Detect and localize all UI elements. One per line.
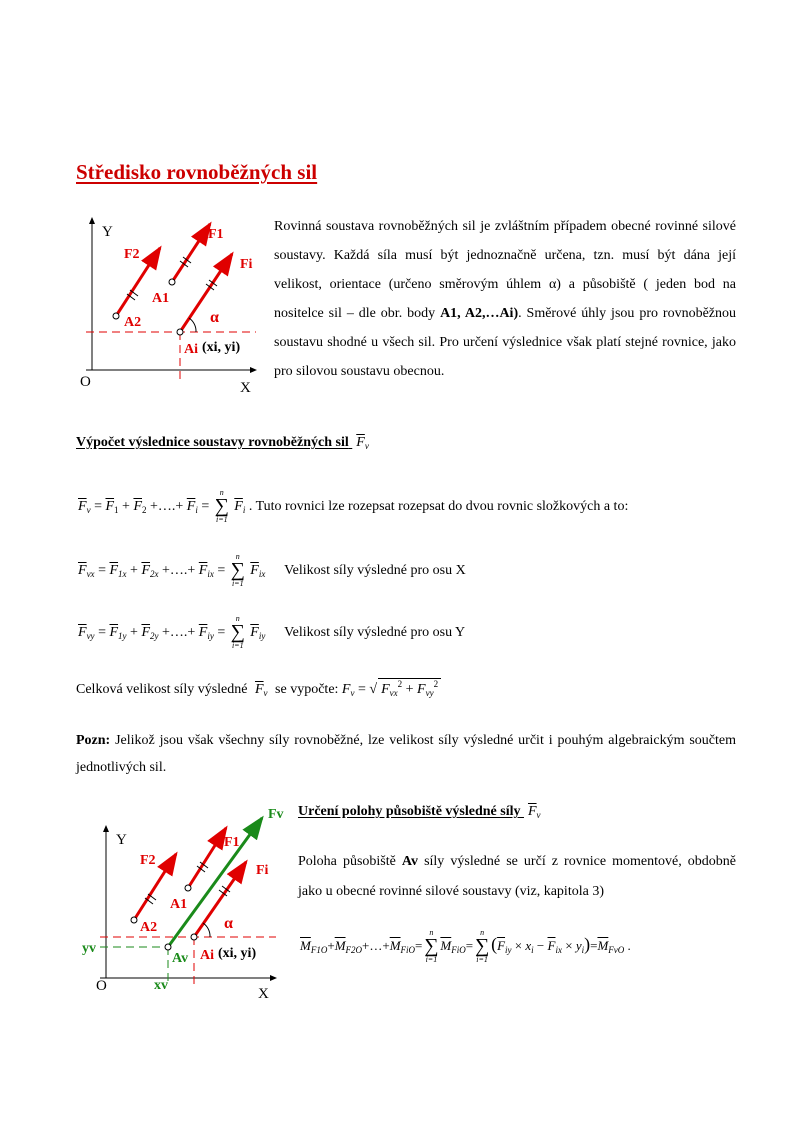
section1-heading: Výpočet výslednice soustavy rovnoběžných sil $F_v$ [76,435,369,451]
intro-paragraph: Rovinná soustava rovnoběžných sil je zvláštním případem obecné rovinné silové soustavy. Každá síla musí být jednoznačně určena, tzn. musí být dána její velikost, orientace (určeno směrovým úhlem α) a působiště ( jeden bod na nositelce sil – dle obr. body A1, A2,…Ai). Směrové úhly jsou pro rovnoběžnou soustavu shodné u všech sil. Pro určení výslednice však platí stejné rovnice, jako pro silovou soustavu obecnou. [274,219,736,379]
svg-text:Ai: Ai [184,342,198,357]
svg-text:(xi, yi): (xi, yi) [202,340,241,355]
svg-text:xv: xv [154,978,168,993]
svg-text:Av: Av [172,951,189,966]
svg-text:A1: A1 [152,291,170,306]
force-f1 [188,828,226,888]
section2-heading: Určení polohy působiště výsledné síly $F_v$ [298,804,541,820]
svg-text:X: X [258,986,269,1002]
svg-text:F2: F2 [140,853,156,868]
force-fv [168,818,262,947]
origin-label: O [80,374,91,390]
equation-moment: $\overline{M}_{F1O}+\overline{M}_{F2O}+\dots+\overline{M}_{FiO}=$ n ∑ i=1 $\overline{M}_{FiO}=$ n ∑ i=1 $(\overline{F}_{iy} \times x_i - \overline{F}_{ix} \times y_i)=\overline{M}_{FvO}$ . [300,928,631,964]
svg-text:O: O [96,978,107,994]
x-axis-label: X [240,380,251,396]
equation-resultant-x: $\overline{F}_{vx} = \overline{F}_{1x} + \overline{F}_{2x}$ +….+ $\overline{F}_{ix}$ = n ∑ i=1 $\overline{F}_{ix}$ Velikost síly výsledné pro osu X [78,552,466,588]
force-fi [180,254,232,332]
section2-paragraph: Poloha působiště Av síly výsledné se určí z rovnice momentové, obdobně jako u obecné rovinné silové soustavy (viz, kapitola 3) [298,854,736,899]
svg-text:Ai: Ai [200,948,214,963]
svg-text:α: α [210,309,219,326]
figure-resultant-position [76,800,292,1005]
total-magnitude: Celková velikost síly výsledné $\overline{F}_v$ se vypočte: $F_v$ = √ $F_{vx}^2 + F_{vy}^2$ [76,678,441,698]
svg-text:A2: A2 [140,920,158,935]
svg-text:F1: F1 [208,227,224,242]
svg-text:Fi: Fi [240,257,253,272]
svg-text:yv: yv [82,941,96,956]
svg-text:α: α [224,915,233,932]
point-list: A1, A2,…Ai) [440,306,519,321]
force-f1 [172,224,210,282]
svg-text:F2: F2 [124,247,140,262]
y-axis-label: Y [102,224,113,240]
figure-parallel-forces [76,212,266,402]
svg-text:A2: A2 [124,315,142,330]
svg-text:A1: A1 [170,897,188,912]
svg-text:F1: F1 [224,835,240,850]
equation-resultant: $\overline{F}_v = \overline{F}_1 + \overline{F}_2$ +….+ $\overline{F}_i$ = n ∑ i=1 $\overline{F}_i$ . Tuto rovnici lze rozepsat rozepsat do dvou rovnic složkových a to: [78,488,629,524]
equation-resultant-y: $\overline{F}_{vy} = \overline{F}_{1y} + \overline{F}_{2y}$ +….+ $\overline{F}_{iy}$ = n ∑ i=1 $\overline{F}_{iy}$ Velikost síly výsledné pro osu Y [78,614,466,650]
page-title: Středisko rovnoběžných sil [76,160,318,184]
svg-text:Y: Y [116,832,127,848]
svg-text:(xi, yi): (xi, yi) [218,946,257,961]
svg-text:Fv: Fv [268,807,284,822]
svg-text:Fi: Fi [256,863,269,878]
note-paragraph: Pozn: Jelikož jsou však všechny síly rovnoběžné, lze velikost síly výsledné určit i pouhým algebraickým součtem jednotlivých sil. [76,733,736,775]
